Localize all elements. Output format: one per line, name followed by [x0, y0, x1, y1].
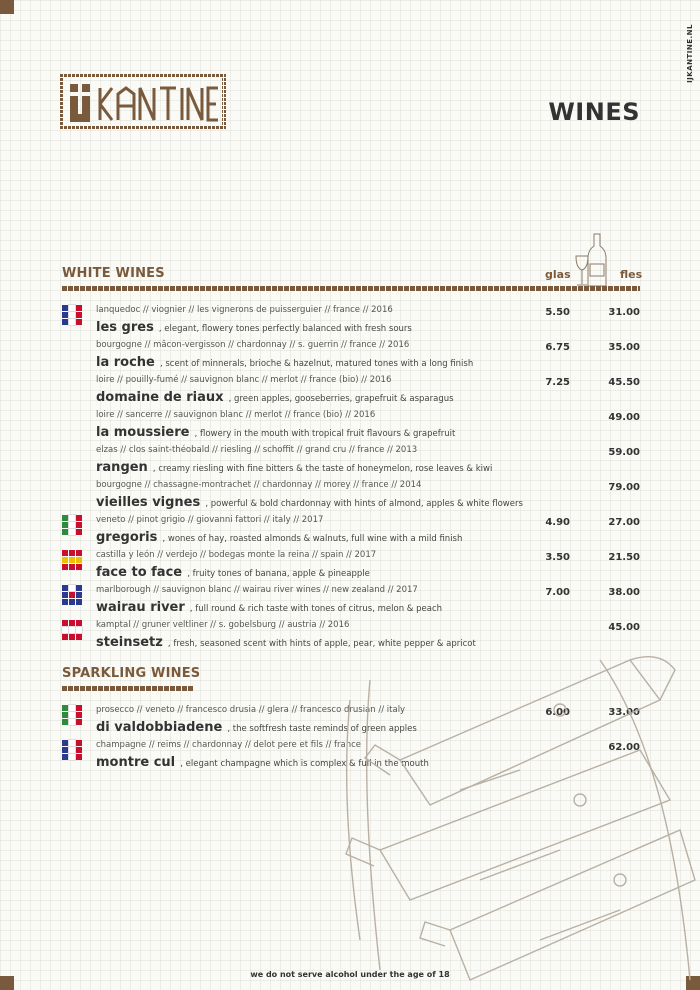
wine-details: bourgogne // chassagne-montrachet // chardonnay // morey // france // 2014 [96, 480, 422, 490]
wine-rack-sketch-illustration [340, 640, 700, 990]
wine-description: , flowery in the mouth with tropical fruit flavours & grapefruit [194, 429, 456, 439]
flag-fr-icon [62, 305, 82, 325]
wine-name-line [96, 596, 442, 615]
section-divider [62, 286, 640, 291]
wine-item [62, 375, 640, 405]
wine-description: , wones of hay, roasted almonds & walnuts, full wine with a mild finish [162, 534, 463, 544]
flag-at-icon [62, 620, 82, 640]
flag-it-icon [62, 515, 82, 535]
price-glass: 3.50 [545, 552, 570, 563]
column-header-glas: glas [545, 268, 571, 281]
wine-details: veneto // pinot grigio // giovanni fattori // italy // 2017 [96, 515, 324, 525]
wine-description: , creamy riesling with fine bitters & the taste of honeymelon, rose leaves & kiwi [152, 464, 493, 474]
wine-description: , elegant champagne which is complex & full in the mouth [180, 759, 429, 769]
section-divider [62, 686, 194, 691]
wine-name-line [96, 526, 462, 545]
corner-mark-top-left [0, 0, 14, 14]
price-bottle: 49.00 [608, 412, 640, 423]
wine-description: , fruity tones of banana, apple & pineapple [187, 569, 370, 579]
wine-item [62, 305, 640, 335]
wine-details: kamptal // gruner veltliner // s. gobelsburg // austria // 2016 [96, 620, 350, 630]
wine-name: wairau river [96, 600, 185, 615]
wine-description: , scent of minnerals, brioche & hazelnut, matured tones with a long finish [159, 359, 474, 369]
wine-item [62, 585, 640, 615]
price-bottle: 33.00 [608, 707, 640, 718]
wine-name: domaine de riaux [96, 390, 224, 405]
wine-name: face to face [96, 565, 183, 580]
sparkling-wines-title: SPARKLING WINES [62, 666, 201, 681]
price-bottle: 35.00 [608, 342, 640, 353]
site-url: IJKANTINE.NL [686, 24, 694, 83]
wine-name-line [96, 456, 492, 475]
age-disclaimer: we do not serve alcohol under the age of 18 [250, 970, 450, 979]
price-glass: 4.90 [545, 517, 570, 528]
wine-description: , green apples, gooseberries, grapefruit & asparagus [228, 394, 454, 404]
wine-name: steinsetz [96, 635, 163, 650]
price-glass: 6.75 [545, 342, 570, 353]
wine-bottle-glass-icon [574, 232, 608, 288]
wine-name: les gres [96, 320, 154, 335]
wine-name-line [96, 491, 523, 510]
price-bottle: 45.50 [608, 377, 640, 388]
wine-name: la roche [96, 355, 155, 370]
wine-details: elzas // clos saint-théobald // riesling // schoffit // grand cru // france // 2013 [96, 445, 418, 455]
wine-name: la moussiere [96, 425, 190, 440]
wine-item [62, 480, 640, 510]
wine-description: , full round & rich taste with tones of citrus, melon & peach [189, 604, 443, 614]
wine-description: , the softfresh taste reminds of green apples [227, 724, 417, 734]
wine-details: loire // pouilly-fumé // sauvignon blanc // merlot // france (bio) // 2016 [96, 375, 392, 385]
wine-description: , powerful & bold chardonnay with hints of almond, apples & white flowers [205, 499, 523, 509]
wine-details: marlborough // sauvignon blanc // wairau river wines // new zealand // 2017 [96, 585, 418, 595]
wine-name: gregoris [96, 530, 158, 545]
price-glass: 7.00 [545, 587, 570, 598]
page-title: WINES [548, 98, 640, 126]
price-glass: 7.25 [545, 377, 570, 388]
price-bottle: 59.00 [608, 447, 640, 458]
price-bottle: 21.50 [608, 552, 640, 563]
wine-item [62, 550, 640, 580]
wine-description: , fresh, seasoned scent with hints of apple, pear, white pepper & apricot [167, 639, 476, 649]
wine-name-line [96, 561, 370, 580]
price-glass: 6.00 [545, 707, 570, 718]
wine-name-line [96, 351, 473, 370]
flag-fr-icon [62, 740, 82, 760]
flag-it-icon [62, 705, 82, 725]
wine-item [62, 515, 640, 545]
white-wines-title: WHITE WINES [62, 266, 165, 281]
wine-details: champagne // reims // chardonnay // delot pere et fils // france [96, 740, 362, 750]
wine-details: prosecco // veneto // francesco drusia // glera // francesco drusian // italy [96, 705, 406, 715]
wine-name-line [96, 316, 412, 335]
wine-item [62, 445, 640, 475]
wine-description: , elegant, flowery tones perfectly balanced with fresh sours [158, 324, 412, 334]
wine-name: rangen [96, 460, 148, 475]
wine-name: di valdobbiadene [96, 720, 223, 735]
wine-details: lanquedoc // viognier // les vignerons de puisserguier // france // 2016 [96, 305, 393, 315]
column-header-fles: fles [620, 268, 643, 281]
wine-item [62, 340, 640, 370]
wine-name: vieilles vignes [96, 495, 201, 510]
wine-item [62, 410, 640, 440]
wine-name-line [96, 421, 455, 440]
price-bottle: 79.00 [608, 482, 640, 493]
flag-nz-icon [62, 585, 82, 605]
price-bottle: 45.00 [608, 622, 640, 633]
price-bottle: 31.00 [608, 307, 640, 318]
ij-kantine-logo [60, 74, 226, 130]
wine-name-line [96, 386, 454, 405]
wine-details: loire // sancerre // sauvignon blanc // merlot // france (bio) // 2016 [96, 410, 376, 420]
price-glass: 5.50 [545, 307, 570, 318]
wine-details: bourgogne // mâcon-vergisson // chardonnay // s. guerrin // france // 2016 [96, 340, 410, 350]
wine-details: castilla y león // verdejo // bodegas monte la reina // spain // 2017 [96, 550, 377, 560]
price-bottle: 27.00 [608, 517, 640, 528]
wine-name: montre cul [96, 755, 176, 770]
flag-es-icon [62, 550, 82, 570]
price-bottle: 62.00 [608, 742, 640, 753]
price-bottle: 38.00 [608, 587, 640, 598]
